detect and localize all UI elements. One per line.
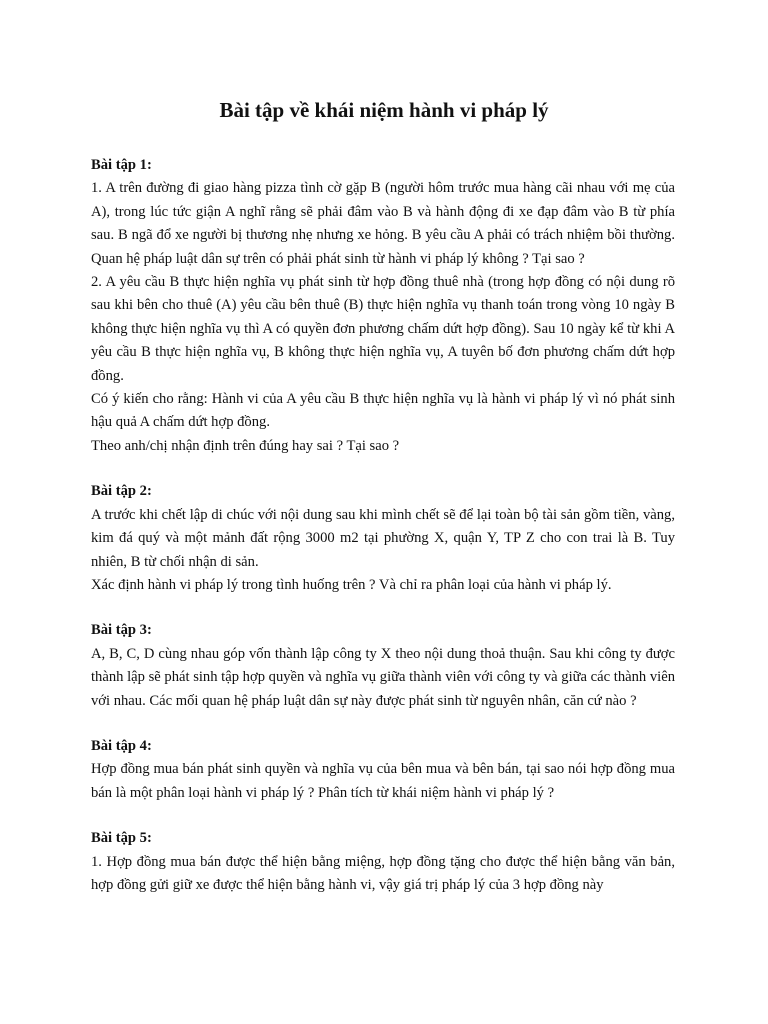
- exercise-3-paragraph-1: A, B, C, D cùng nhau góp vốn thành lập công ty X theo nội dung thoả thuận. Sau khi công ty được thành lập sẽ phát sinh tập hợp quyền và nghĩa vụ giữa thành viên với công ty và giữa các thành viên với nhau. Các mối quan hệ pháp luật dân sự này được phát sinh từ nguyên nhân, căn cứ nào ?: [91, 645, 675, 709]
- document-title: Bài tập về khái niệm hành vi pháp lý: [219, 98, 549, 122]
- exercise-2-paragraph-1: A trước khi chết lập di chúc với nội dung sau khi mình chết sẽ để lại toàn bộ tài sản gồm tiền, vàng, kim đá quý và một mảnh đất rộng 3000 m2 tại phường X, quận Y, TP Z cho con trai là B. Tuy nhiên, B từ chối nhận di sản.: [91, 506, 675, 570]
- exercise-4-heading: Bài tập 4:: [91, 737, 152, 754]
- exercise-5-paragraph-1: 1. Hợp đồng mua bán được thể hiện bằng miệng, hợp đồng tặng cho được thể hiện bằng văn bản, hợp đồng gửi giữ xe được thể hiện bằng hành vi, vậy giá trị pháp lý của 3 hợp đồng này: [91, 853, 675, 893]
- exercise-1-paragraph-3: Có ý kiến cho rằng: Hành vi của A yêu cầu B thực hiện nghĩa vụ là hành vi pháp lý vì nó phát sinh hậu quả A chấm dứt hợp đồng.: [91, 391, 675, 431]
- exercise-1-paragraph-4: Theo anh/chị nhận định trên đúng hay sai ? Tại sao ?: [91, 437, 400, 454]
- document-body: [91, 154, 675, 919]
- exercise-5-heading: Bài tập 5:: [91, 830, 152, 847]
- exercise-3-heading: Bài tập 3:: [91, 622, 152, 639]
- exercise-4-paragraph-1: Hợp đồng mua bán phát sinh quyền và nghĩa vụ của bên mua và bên bán, tại sao nói hợp đồng mua bán là một phân loại hành vi pháp lý ? Phân tích từ khái niệm hành vi pháp lý ?: [91, 761, 675, 801]
- exercise-1-heading: Bài tập 1:: [91, 157, 152, 173]
- exercise-3: [91, 619, 675, 713]
- exercise-1-paragraph-1: 1. A trên đường đi giao hàng pizza tình cờ gặp B (người hôm trước mua hàng cãi nhau với mẹ của A), trong lúc tức giận A nghĩ rằng sẽ phải đâm vào B và hành động đi xe đạp đâm vào B từ phía sau. B ngã đổ xe người bị thương nhẹ nhưng xe hỏng. B yêu cầu A phải có trách nhiệm bồi thường. Quan hệ pháp luật dân sự trên có phải phát sinh từ hành vi pháp lý không ? Tại sao ?: [91, 180, 675, 267]
- exercise-2: [91, 480, 675, 597]
- exercise-5: [91, 827, 675, 897]
- exercise-2-heading: Bài tập 2:: [91, 483, 152, 500]
- exercise-2-paragraph-2: Xác định hành vi pháp lý trong tình huống trên ? Và chỉ ra phân loại của hành vi pháp lý.: [91, 576, 612, 593]
- exercise-4: [91, 735, 675, 805]
- exercise-1: [91, 154, 675, 458]
- exercise-1-paragraph-2: 2. A yêu cầu B thực hiện nghĩa vụ phát sinh từ hợp đồng thuê nhà (trong hợp đồng có nội dung rõ sau khi bên cho thuê (A) yêu cầu bên thuê (B) thực hiện nghĩa vụ thanh toán trong vòng 10 ngày B không thực hiện nghĩa vụ thì A có quyền đơn phương chấm dứt hợp đồng). Sau 10 ngày kể từ khi A yêu cầu B thực hiện nghĩa vụ, B không thực hiện nghĩa vụ, A tuyên bố đơn phương chấm dứt hợp đồng.: [91, 274, 675, 384]
